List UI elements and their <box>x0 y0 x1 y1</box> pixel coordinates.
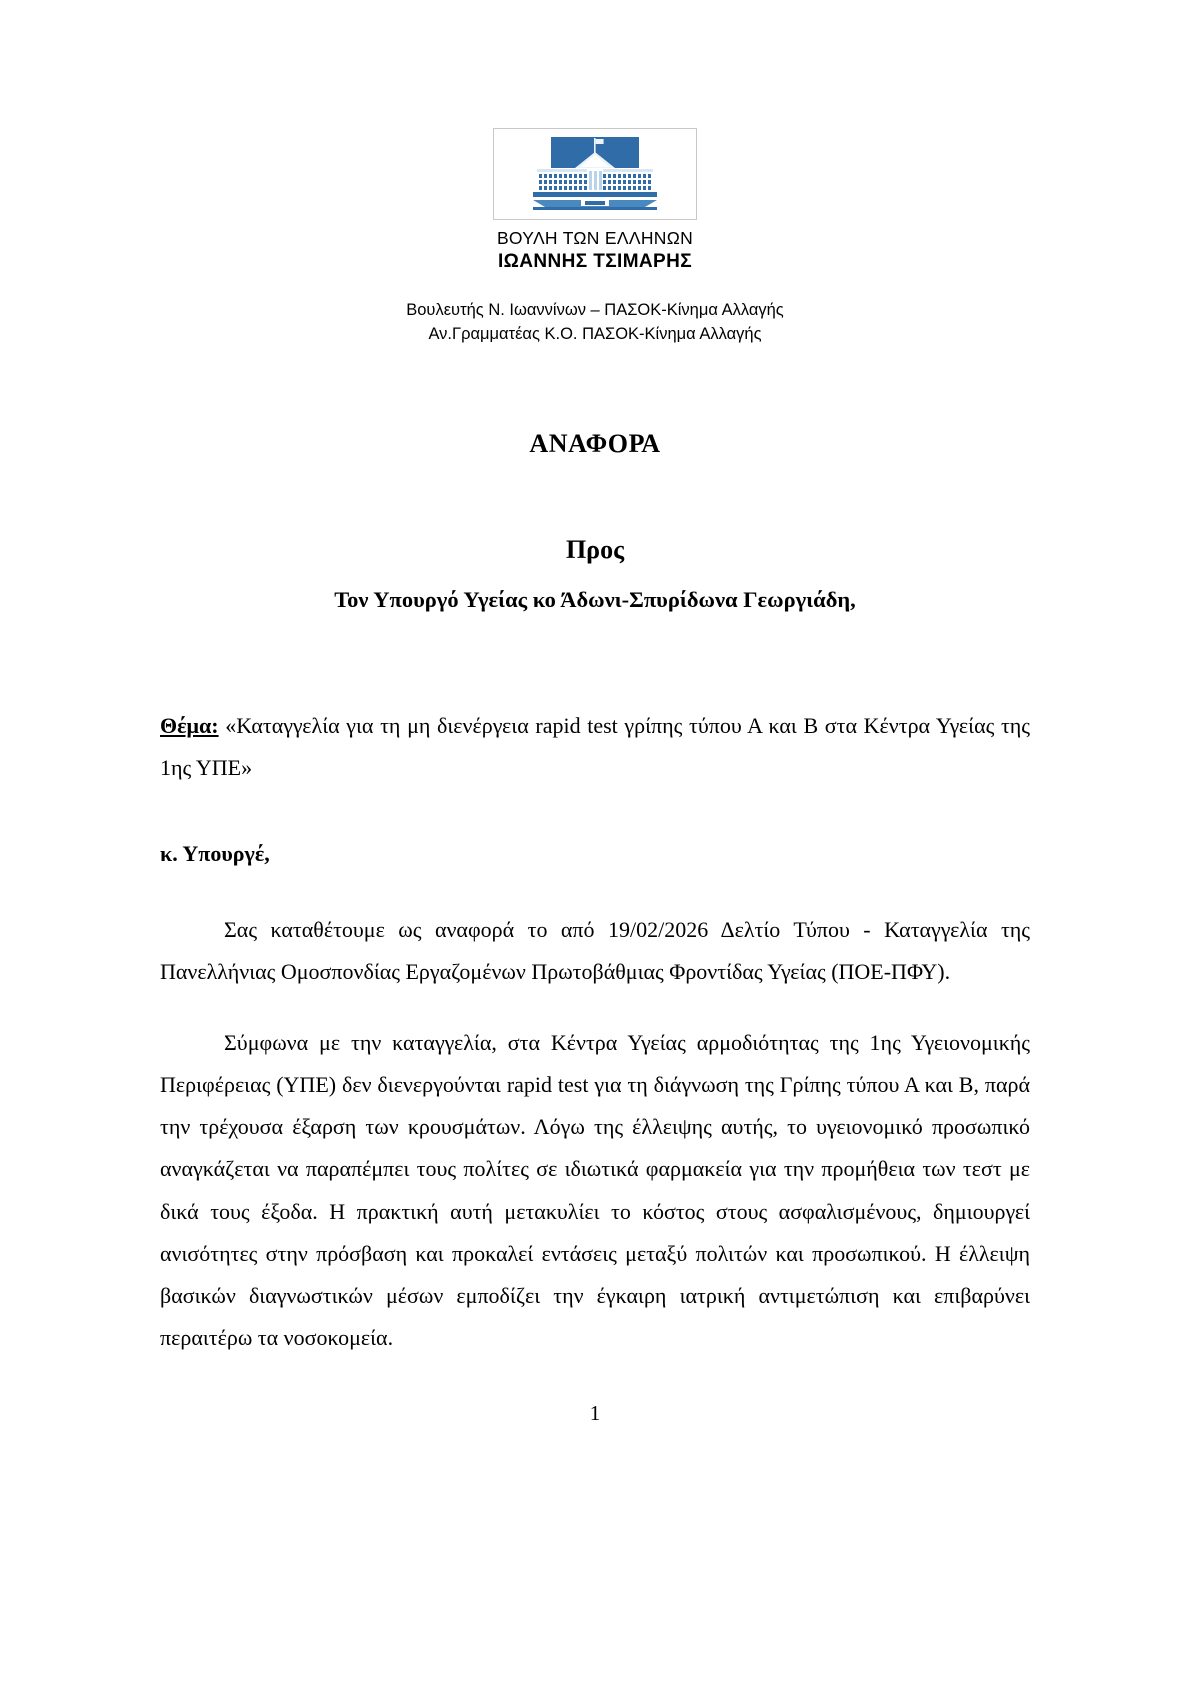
parliament-logo <box>493 128 697 220</box>
mp-name: ΙΩΑΝΝΗΣ ΤΣΙΜΑΡΗΣ <box>497 251 693 273</box>
document-body <box>160 705 1030 1360</box>
subject-label: Θέμα: <box>160 712 219 738</box>
recipient-addressee: Τον Υπουργό Υγείας κο Άδωνι-Σπυρίδωνα Γεωργιάδη, <box>334 586 856 612</box>
mp-role <box>0 299 1190 347</box>
organization-name: ΒΟΥΛΗ ΤΩΝ ΕΛΛΗΝΩΝ <box>496 228 694 248</box>
subject-text: «Καταγγελία για τη μη διενέργεια rapid test γρίπης τύπου Α και Β στα Κέντρα Υγείας της 1ης ΥΠΕ» <box>160 712 1031 781</box>
mp-role-line-2: Αν.Γραμματέας Κ.Ο. ΠΑΣΟΚ-Κίνημα Αλλαγής <box>428 325 762 343</box>
salutation: κ. Υπουργέ, <box>160 841 270 867</box>
parliament-building-icon <box>515 135 675 213</box>
page-title: ΑΝΑΦΟΡΑ <box>529 428 661 458</box>
letterhead <box>0 0 1190 347</box>
page-number: 1 <box>589 1401 601 1425</box>
recipient-label: Προς <box>565 534 625 564</box>
mp-role-line-1: Βουλευτής Ν. Ιωαννίνων – ΠΑΣΟΚ-Κίνημα Αλλαγής <box>406 301 784 320</box>
subject-line <box>160 705 1030 789</box>
body-paragraph-1: Σας καταθέτουμε ως αναφορά το από 19/02/2026 Δελτίο Τύπου - Καταγγελία της Πανελλήνιας Ομοσπονδίας Εργαζομένων Πρωτοβάθμιας Φροντίδας Υγείας (ΠΟΕ-ΠΦΥ). <box>160 917 1030 985</box>
body-paragraph-2: Σύμφωνα με την καταγγελία, στα Κέντρα Υγείας αρμοδιότητας της 1ης Υγειονομικής Περιφέρειας (ΥΠΕ) δεν διενεργούνται rapid test για τη διάγνωση της Γρίπης τύπου Α και Β, παρά την τρέχουσα έξαρση των κρουσμάτων. Λόγω της έλλειψης αυτής, το υγειονομικό προσωπικό αναγκάζεται να παραπέμπει τους πολίτες σε ιδιωτικά φαρμακεία για την προμήθεια των τεστ με δικά τους έξοδα. Η πρακτική αυτή μετακυλίει το κόστος στους ασφαλισμένους, δημιουργεί ανισότητες στην πρόσβαση και προκαλεί εντάσεις μεταξύ πολιτών και προσωπικού. Η έλλειψη βασικών διαγνωστικών μέσων εμποδίζει την έγκαιρη ιατρική αντιμετώπιση και επιβαρύνει περαιτέρω τα νοσοκομεία. <box>160 1029 1030 1351</box>
